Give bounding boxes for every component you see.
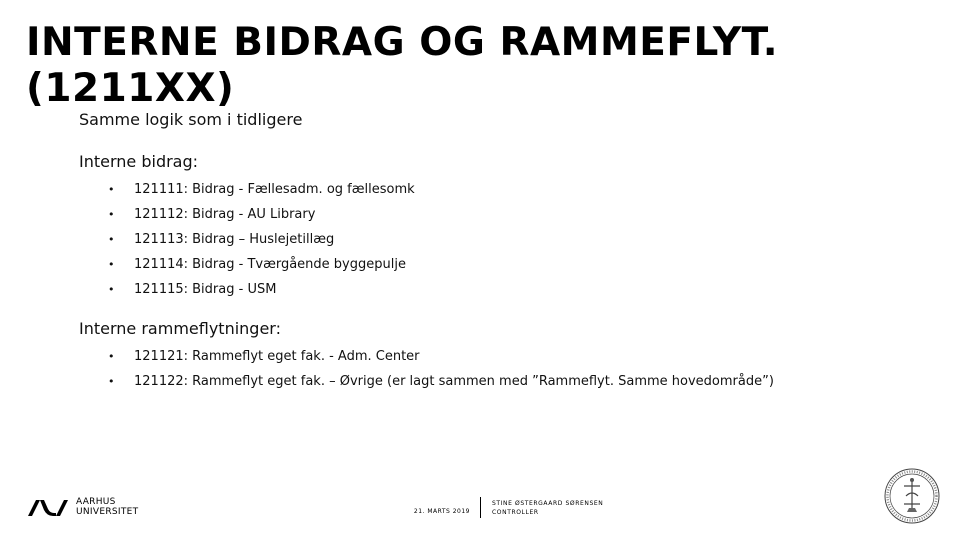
list-item-text: 121112: Bidrag - AU Library bbox=[134, 207, 316, 222]
list-item-text: 121115: Bidrag - USM bbox=[134, 282, 277, 297]
bullet-icon: • bbox=[108, 375, 115, 388]
slide-title bbox=[26, 20, 926, 112]
bullet-icon: • bbox=[108, 350, 115, 363]
logo-line2: UNIVERSITET bbox=[76, 507, 139, 517]
slide-title-line2: (1211XX) bbox=[26, 66, 235, 111]
list-item-text: 121113: Bidrag – Huslejetillæg bbox=[134, 232, 335, 247]
list-item-text: 121121: Rammeflyt eget fak. - Adm. Center bbox=[134, 349, 420, 364]
interne-rammeflytninger-list bbox=[108, 344, 774, 394]
footer-presenter bbox=[492, 499, 603, 517]
subtitle: Samme logik som i tidligere bbox=[79, 110, 303, 129]
aarhus-universitet-logo bbox=[26, 496, 138, 518]
bullet-icon: • bbox=[108, 183, 115, 196]
list-item bbox=[108, 277, 415, 302]
logo-line1: AARHUS bbox=[76, 497, 116, 507]
bullet-icon: • bbox=[108, 233, 115, 246]
section-heading-interne-rammeflytninger: Interne rammeflytninger: bbox=[79, 319, 281, 338]
presenter-role: CONTROLLER bbox=[492, 509, 539, 516]
list-item bbox=[108, 252, 415, 277]
list-item bbox=[108, 202, 415, 227]
presenter-name: STINE ØSTERGAARD SØRENSEN bbox=[492, 500, 604, 507]
list-item-text: 121122: Rammeflyt eget fak. – Øvrige (er lagt sammen med ”Rammeflyt. Samme hovedområde”) bbox=[134, 374, 774, 389]
interne-bidrag-list bbox=[108, 177, 415, 302]
footer-divider bbox=[480, 497, 481, 518]
list-item bbox=[108, 369, 774, 394]
section-heading-interne-bidrag: Interne bidrag: bbox=[79, 152, 199, 171]
bullet-icon: • bbox=[108, 208, 115, 221]
list-item bbox=[108, 227, 415, 252]
bullet-icon: • bbox=[108, 258, 115, 271]
slide-title-line1: INTERNE BIDRAG OG RAMMEFLYT. bbox=[26, 20, 779, 65]
list-item bbox=[108, 177, 415, 202]
au-logo-icon bbox=[26, 496, 68, 518]
list-item bbox=[108, 344, 774, 369]
university-seal-icon bbox=[882, 466, 942, 526]
list-item-text: 121111: Bidrag - Fællesadm. og fællesomk bbox=[134, 182, 415, 197]
list-item-text: 121114: Bidrag - Tværgående byggepulje bbox=[134, 257, 406, 272]
footer-date: 21. MARTS 2019 bbox=[413, 508, 470, 515]
bullet-icon: • bbox=[108, 283, 115, 296]
